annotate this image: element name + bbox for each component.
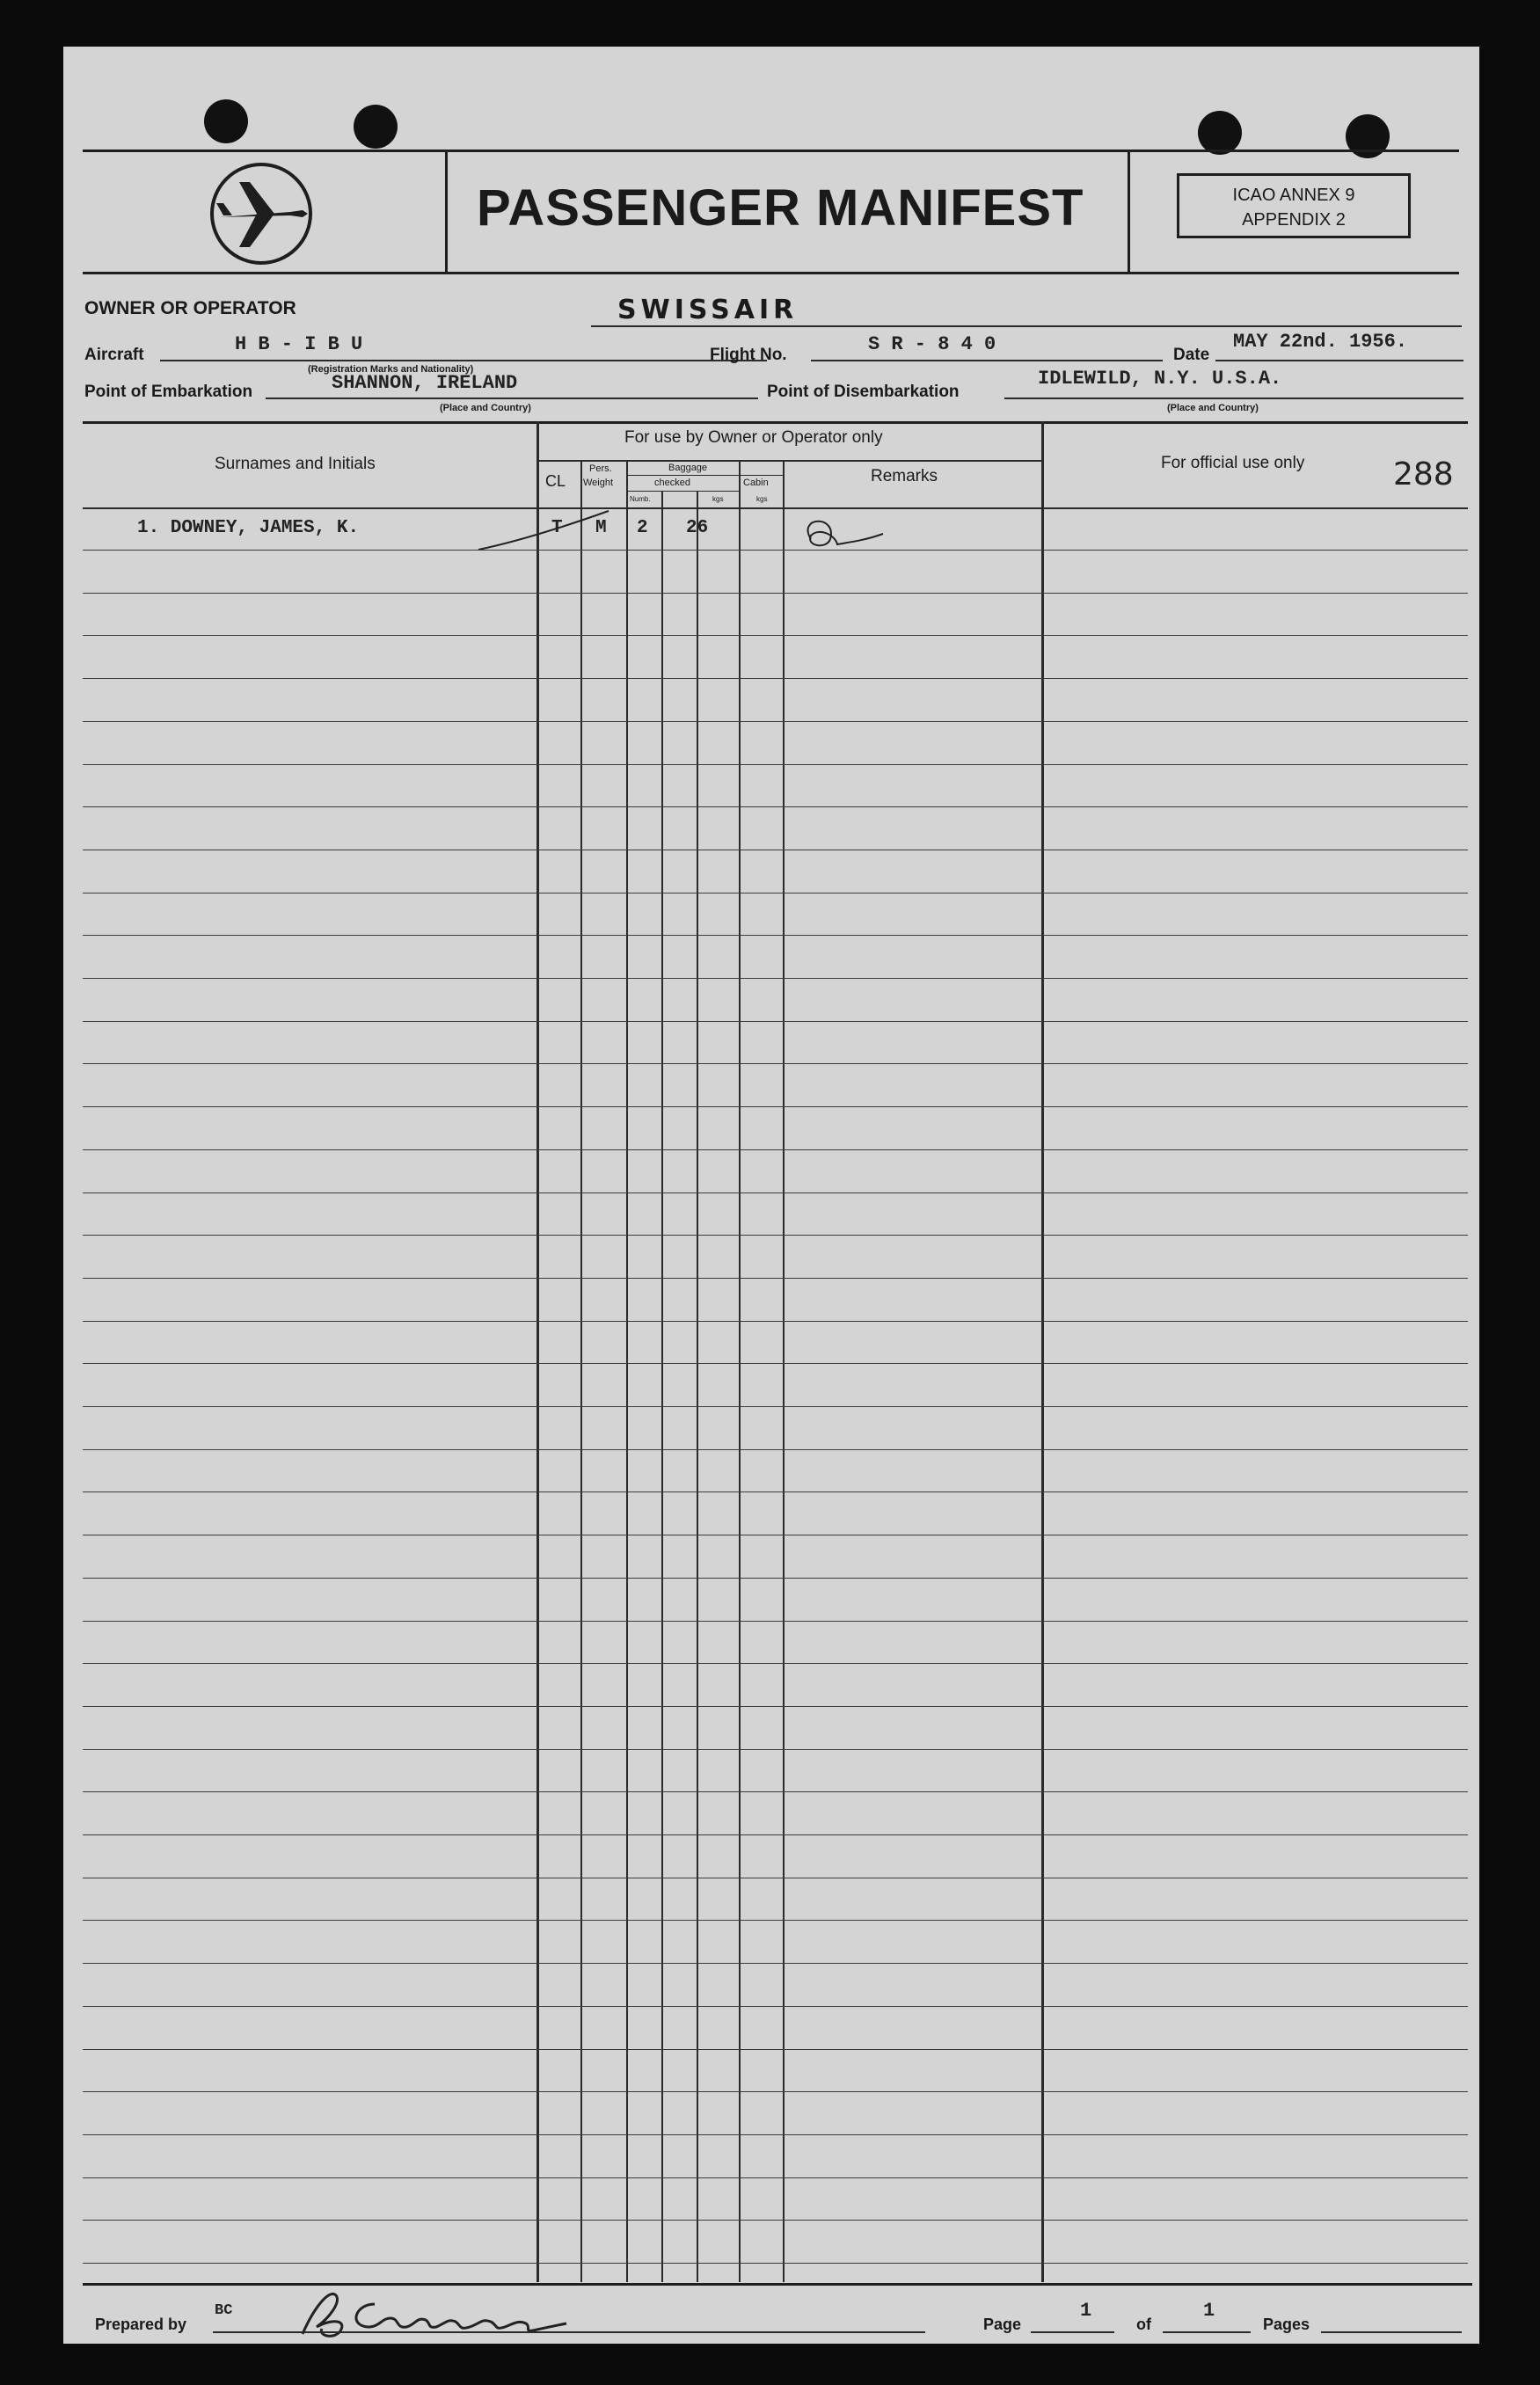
checked-header: checked	[654, 478, 690, 488]
flight-label: Flight No.	[710, 346, 787, 364]
prepared-initials: BC	[215, 2302, 233, 2319]
kgs-header: kgs	[712, 495, 724, 503]
remarks-handwriting	[785, 504, 890, 557]
ruled-line	[83, 1278, 1468, 1279]
ruled-line	[83, 2177, 1468, 2178]
ruled-line	[83, 1749, 1468, 1750]
ruled-line	[83, 1706, 1468, 1707]
ruled-line	[83, 1791, 1468, 1792]
signature	[294, 2283, 637, 2345]
annex-line-1: ICAO ANNEX 9	[1232, 186, 1355, 205]
aircraft-label: Aircraft	[84, 346, 144, 364]
cabin-kgs-header: kgs	[756, 495, 768, 503]
ruled-line	[83, 593, 1468, 594]
ruled-line	[83, 2091, 1468, 2092]
official-number: 288	[1393, 456, 1454, 492]
ruled-line	[83, 2006, 1468, 2007]
cabin-header: Cabin	[743, 478, 769, 488]
prepared-label: Prepared by	[95, 2316, 187, 2333]
passenger-cl: T	[551, 518, 563, 538]
disembark-value: IDLEWILD, N.Y. U.S.A.	[1038, 368, 1282, 390]
ruled-line	[83, 1192, 1468, 1193]
annex-line-2: APPENDIX 2	[1242, 210, 1346, 230]
col-cl: CL	[545, 472, 566, 490]
col-pers-weight-2: Weight	[583, 478, 614, 488]
passenger-bag-kgs: 26	[686, 518, 709, 538]
of-label: of	[1136, 2316, 1151, 2333]
flight-value: S R - 8 4 0	[868, 333, 996, 355]
ruled-line	[83, 1834, 1468, 1835]
ruled-line	[83, 1449, 1468, 1450]
ruled-line	[83, 2263, 1468, 2264]
passenger-weight: M	[595, 518, 607, 538]
punch-hole	[1198, 111, 1242, 155]
group-header: For use by Owner or Operator only	[624, 428, 883, 447]
punch-hole	[204, 99, 248, 143]
date-label: Date	[1173, 346, 1210, 364]
ruled-line	[83, 1963, 1468, 1964]
ruled-line	[83, 550, 1468, 551]
col-pers-weight-1: Pers.	[589, 463, 612, 474]
registration-caption: (Registration Marks and Nationality)	[308, 364, 474, 375]
ruled-line	[83, 1235, 1468, 1236]
embark-value: SHANNON, IRELAND	[332, 372, 518, 394]
page-title: PASSENGER MANIFEST	[477, 179, 1084, 237]
col-official: For official use only	[1161, 454, 1305, 472]
ruled-line	[83, 678, 1468, 679]
airplane-circle-icon	[204, 159, 318, 269]
ruled-line	[83, 721, 1468, 722]
ruled-line	[83, 1063, 1468, 1064]
disembark-caption: (Place and Country)	[1167, 403, 1259, 413]
baggage-header: Baggage	[668, 463, 708, 473]
ruled-line	[83, 1321, 1468, 1322]
ruled-line	[83, 2220, 1468, 2221]
col-surnames: Surnames and Initials	[215, 455, 376, 473]
ruled-line	[83, 1406, 1468, 1407]
ruled-line	[83, 1149, 1468, 1150]
ruled-line	[83, 1106, 1468, 1107]
punch-hole	[354, 105, 398, 149]
owner-label: OWNER OR OPERATOR	[84, 298, 296, 318]
ruled-line	[83, 1363, 1468, 1364]
ruled-line	[83, 1578, 1468, 1579]
ruled-line	[83, 2049, 1468, 2050]
numb-header: Numb.	[630, 495, 651, 503]
col-remarks: Remarks	[871, 467, 938, 485]
ruled-line	[83, 1663, 1468, 1664]
embark-caption: (Place and Country)	[440, 403, 531, 413]
passenger-bag-numb: 2	[637, 518, 648, 538]
ruled-line	[83, 2134, 1468, 2135]
pages-value: 1	[1203, 2300, 1215, 2322]
date-value: MAY 22nd. 1956.	[1233, 331, 1408, 353]
embark-label: Point of Embarkation	[84, 383, 253, 401]
passenger-name: 1. DOWNEY, JAMES, K.	[137, 518, 360, 538]
owner-value: SWISSAIR	[617, 295, 799, 325]
ruled-line	[83, 764, 1468, 765]
passenger-remarks	[811, 504, 812, 505]
page-value: 1	[1080, 2300, 1092, 2322]
ruled-line	[83, 1021, 1468, 1022]
manifest-sheet	[63, 47, 1479, 2344]
ruled-line	[83, 935, 1468, 936]
annex-box	[1177, 173, 1411, 238]
aircraft-value: H B - I B U	[235, 333, 363, 355]
pages-label: Pages	[1263, 2316, 1310, 2333]
ruled-line	[83, 1621, 1468, 1622]
disembark-label: Point of Disembarkation	[767, 383, 960, 401]
ruled-line	[83, 635, 1468, 636]
ruled-line	[83, 978, 1468, 979]
ruled-line	[83, 806, 1468, 807]
ruled-line	[83, 1920, 1468, 1921]
page-label: Page	[983, 2316, 1022, 2333]
